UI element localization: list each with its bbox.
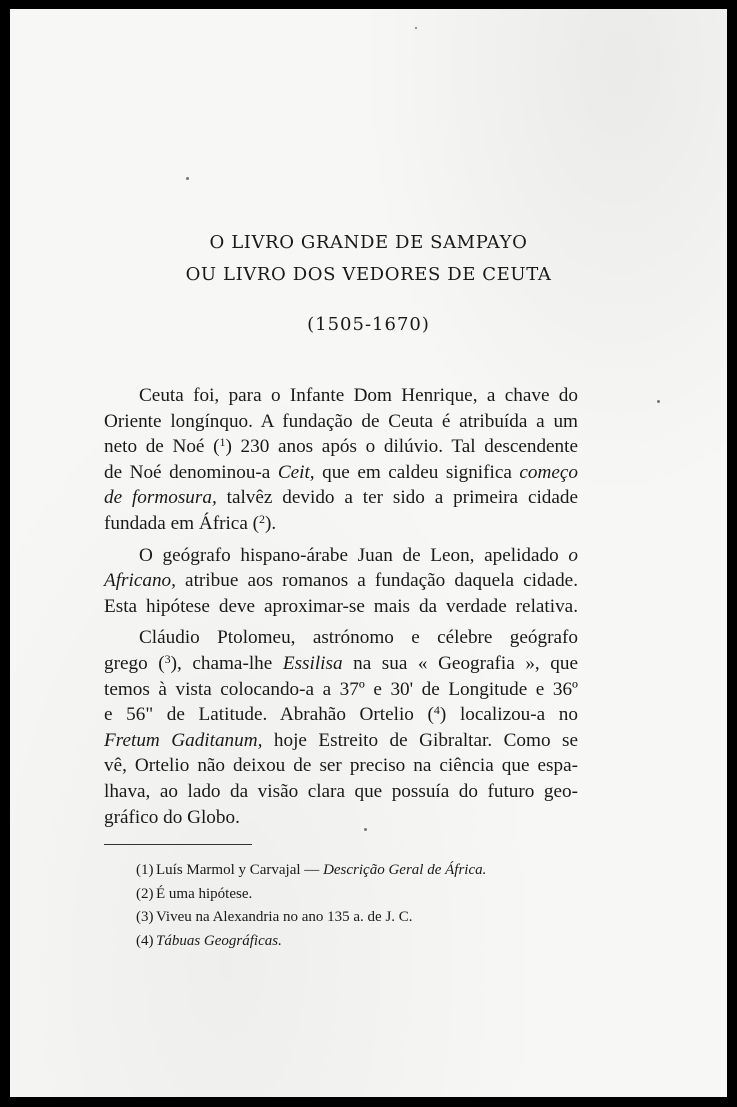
- body-line-p3-l6: [104, 753, 578, 779]
- body-text: temos à vista colocando-a a 37º e 30' de Longitude e 36º: [104, 678, 578, 700]
- body-footnote-ref: 3: [164, 651, 171, 666]
- body-line-p3-l4: [104, 702, 578, 728]
- body-line-p3-l1: [104, 625, 578, 651]
- body-text: atribue aos romanos a fundação daquela cidade.: [175, 570, 578, 592]
- footnote-number: (1): [136, 862, 154, 878]
- title-line-2: OU LIVRO DOS VEDORES DE CEUTA: [185, 264, 552, 285]
- body-text: hoje Estreito de Gibraltar. Como se: [262, 729, 578, 751]
- body-footnote-ref: 1: [219, 435, 226, 450]
- body-italic: de formosura,: [104, 487, 217, 509]
- body-text: grego (: [104, 652, 165, 674]
- body-text: Cláudio Ptolomeu, astrónomo e célebre geógrafo: [139, 627, 578, 649]
- footnote-4: [136, 930, 486, 954]
- body-text: que em caldeu significa: [314, 461, 520, 483]
- body-text: [104, 383, 578, 830]
- body-italic: o: [568, 544, 578, 566]
- footnote-italic: Tábuas Geográficas.: [156, 932, 282, 949]
- body-italic: Fretum Gaditanum,: [104, 729, 263, 751]
- body-line-p3-l2: [104, 651, 578, 677]
- scan-speck: [415, 27, 417, 29]
- body-text: O geógrafo hispano-árabe Juan de Leon, apelidado: [139, 544, 569, 566]
- body-text: de Noé denominou-a: [104, 461, 278, 483]
- body-line-p1-l4: [104, 460, 578, 486]
- body-text: Ceuta foi, para o Infante Dom Henrique, a chave do: [139, 385, 578, 406]
- scan-speck: [364, 828, 367, 831]
- body-footnote-ref: 2: [259, 511, 266, 526]
- body-line-p2-l1: [104, 543, 578, 569]
- body-italic: Essilisa: [282, 652, 343, 674]
- body-line-p3-l5: [104, 728, 578, 754]
- footnote-number: (4): [136, 932, 154, 949]
- body-line-p3-l3: [104, 677, 578, 703]
- body-line-p1-l1: [104, 383, 578, 409]
- body-text: e 56" de Latitude. Abrahão Ortelio (: [104, 704, 434, 726]
- body-text: Esta hipótese deve aproximar-se mais da verdade relativa.: [104, 595, 578, 617]
- footnote-3: [136, 906, 486, 930]
- scanned-page: [10, 9, 727, 1097]
- body-text: Oriente longínquo. A fundação de Ceuta é atribuída a um: [104, 410, 578, 432]
- body-italic: Ceit,: [277, 461, 315, 483]
- body-text: gráfico do Globo.: [104, 806, 240, 828]
- footnote-text: Luís Marmol y Carvajal —: [156, 862, 324, 878]
- body-text: lhava, ao lado da visão clara que possuía do futuro geo-: [104, 780, 578, 802]
- body-text: ).: [265, 512, 277, 534]
- body-text: ) localizou-a no: [439, 704, 578, 726]
- body-text: neto de Noé (: [104, 436, 220, 458]
- footnote-text: É uma hipótese.: [156, 885, 253, 902]
- body-text: na sua « Geografia », que: [342, 652, 578, 674]
- body-text: ) 230 anos após o dilúvio. Tal descendente: [225, 436, 578, 458]
- body-line-p1-l6: [104, 511, 578, 537]
- body-line-p1-l3: [104, 434, 578, 460]
- footnote-number: (3): [136, 909, 154, 925]
- footnote-1: [136, 859, 486, 883]
- footnote-number: (2): [136, 885, 154, 902]
- footnote-text: Viveu na Alexandria no ano 135 a. de J. C.: [156, 909, 413, 925]
- scan-speck: [657, 400, 660, 403]
- footnote-italic: Descrição Geral de África.: [323, 862, 487, 878]
- body-text: vê, Ortelio não deixou de ser preciso na ciência que espa-: [104, 755, 578, 777]
- body-italic: Africano,: [104, 570, 176, 592]
- body-line-p2-l3: [104, 594, 578, 620]
- body-line-p1-l5: [104, 485, 578, 511]
- body-line-p1-l2: [104, 409, 578, 435]
- date-range: (1505-1670): [307, 314, 430, 335]
- page-paper: [10, 9, 727, 1097]
- body-text: ), chama-lhe: [170, 652, 283, 674]
- footnote-divider: [104, 844, 252, 845]
- body-line-p3-l8: [104, 805, 578, 831]
- footnote-2: [136, 883, 486, 907]
- scan-speck: [186, 177, 189, 180]
- body-line-p3-l7: [104, 779, 578, 805]
- body-line-p2-l2: [104, 568, 578, 594]
- body-footnote-ref: 4: [433, 703, 440, 718]
- body-italic: começo: [519, 461, 578, 483]
- footnotes: [136, 859, 486, 953]
- title-line-1: O LIVRO GRANDE DE SAMPAYO: [209, 232, 528, 253]
- body-text: talvêz devido a ter sido a primeira cidade: [216, 487, 579, 509]
- body-text: fundada em África (: [104, 512, 260, 534]
